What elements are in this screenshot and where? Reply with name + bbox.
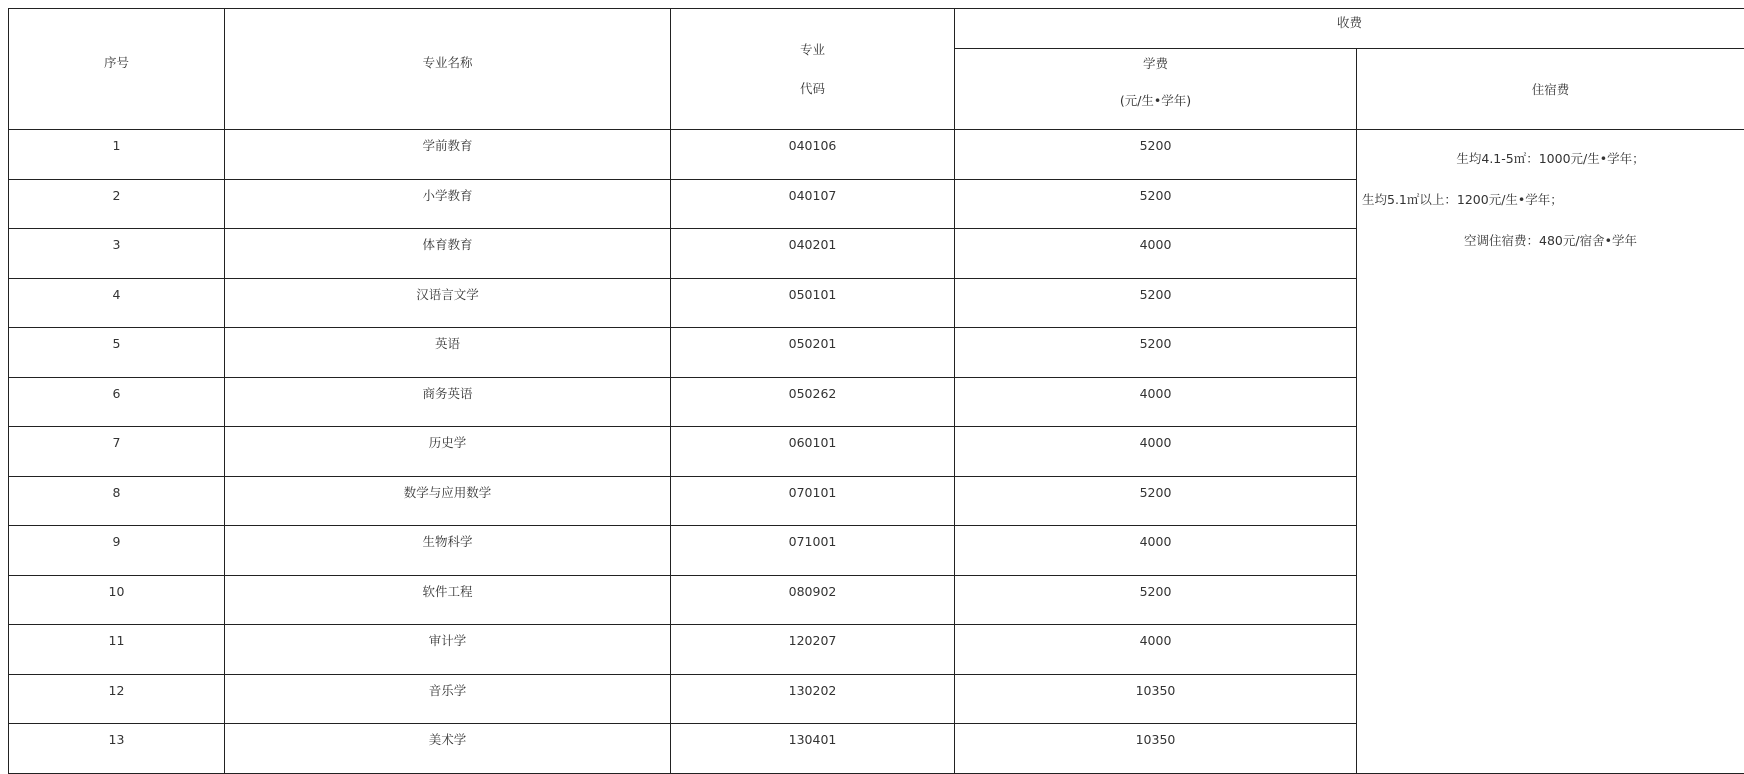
- cell-lodging-fees: [1357, 130, 1744, 774]
- cell-major-name: 审计学: [225, 625, 671, 675]
- cell-major-name: 小学教育: [225, 179, 671, 229]
- cell-tuition: 4000: [955, 377, 1357, 427]
- cell-seq: 12: [9, 674, 225, 724]
- cell-seq: 5: [9, 328, 225, 378]
- cell-tuition: 4000: [955, 625, 1357, 675]
- cell-seq: 7: [9, 427, 225, 477]
- cell-major-code: 060101: [671, 427, 955, 477]
- header-code-line2: 代码: [671, 81, 954, 96]
- header-code-line1: 专业: [800, 42, 825, 57]
- cell-tuition: 5200: [955, 179, 1357, 229]
- cell-tuition: 5200: [955, 278, 1357, 328]
- cell-major-code: 130202: [671, 674, 955, 724]
- header-seq: 序号: [9, 9, 225, 130]
- header-lodging: 住宿费: [1357, 49, 1744, 130]
- header-major-name: 专业名称: [225, 9, 671, 130]
- cell-seq: 4: [9, 278, 225, 328]
- cell-seq: 10: [9, 575, 225, 625]
- header-charges: 收费: [955, 9, 1744, 49]
- cell-major-name: 体育教育: [225, 229, 671, 279]
- header-tuition-line1: 学费: [1143, 56, 1168, 71]
- cell-major-name: 历史学: [225, 427, 671, 477]
- cell-tuition: 5200: [955, 130, 1357, 180]
- cell-major-name: 汉语言文学: [225, 278, 671, 328]
- cell-major-code: 130401: [671, 724, 955, 774]
- cell-major-name: 音乐学: [225, 674, 671, 724]
- header-tuition: [955, 49, 1357, 130]
- cell-major-name: 美术学: [225, 724, 671, 774]
- cell-major-name: 英语: [225, 328, 671, 378]
- header-major-code: [671, 9, 955, 130]
- cell-major-code: 040201: [671, 229, 955, 279]
- cell-major-code: 070101: [671, 476, 955, 526]
- cell-seq: 3: [9, 229, 225, 279]
- cell-seq: 2: [9, 179, 225, 229]
- lodging-fee-line: 空调住宿费：480元/宿舍•学年: [1357, 220, 1744, 261]
- cell-major-name: 学前教育: [225, 130, 671, 180]
- fee-table: [8, 8, 1744, 774]
- cell-major-code: 071001: [671, 526, 955, 576]
- header-tuition-line2: (元/生•学年): [955, 93, 1356, 108]
- header-row-top: [9, 9, 1744, 49]
- cell-major-name: 数学与应用数学: [225, 476, 671, 526]
- cell-tuition: 4000: [955, 229, 1357, 279]
- cell-major-code: 040106: [671, 130, 955, 180]
- cell-seq: 13: [9, 724, 225, 774]
- lodging-fee-line: 生均4.1-5㎡：1000元/生•学年；: [1357, 138, 1744, 179]
- cell-major-code: 050201: [671, 328, 955, 378]
- cell-tuition: 5200: [955, 476, 1357, 526]
- cell-tuition: 5200: [955, 328, 1357, 378]
- cell-major-code: 040107: [671, 179, 955, 229]
- cell-seq: 9: [9, 526, 225, 576]
- cell-tuition: 10350: [955, 674, 1357, 724]
- cell-major-code: 080902: [671, 575, 955, 625]
- cell-tuition: 4000: [955, 427, 1357, 477]
- cell-major-code: 050262: [671, 377, 955, 427]
- cell-major-code: 050101: [671, 278, 955, 328]
- cell-seq: 11: [9, 625, 225, 675]
- cell-tuition: 4000: [955, 526, 1357, 576]
- cell-tuition: 10350: [955, 724, 1357, 774]
- table-row: [9, 130, 1744, 180]
- cell-seq: 8: [9, 476, 225, 526]
- cell-major-name: 商务英语: [225, 377, 671, 427]
- cell-tuition: 5200: [955, 575, 1357, 625]
- fee-table-container: [8, 8, 1744, 774]
- lodging-fee-line: 生均5.1㎡以上：1200元/生•学年；: [1357, 179, 1744, 220]
- cell-major-name: 生物科学: [225, 526, 671, 576]
- cell-major-code: 120207: [671, 625, 955, 675]
- cell-seq: 6: [9, 377, 225, 427]
- cell-seq: 1: [9, 130, 225, 180]
- cell-major-name: 软件工程: [225, 575, 671, 625]
